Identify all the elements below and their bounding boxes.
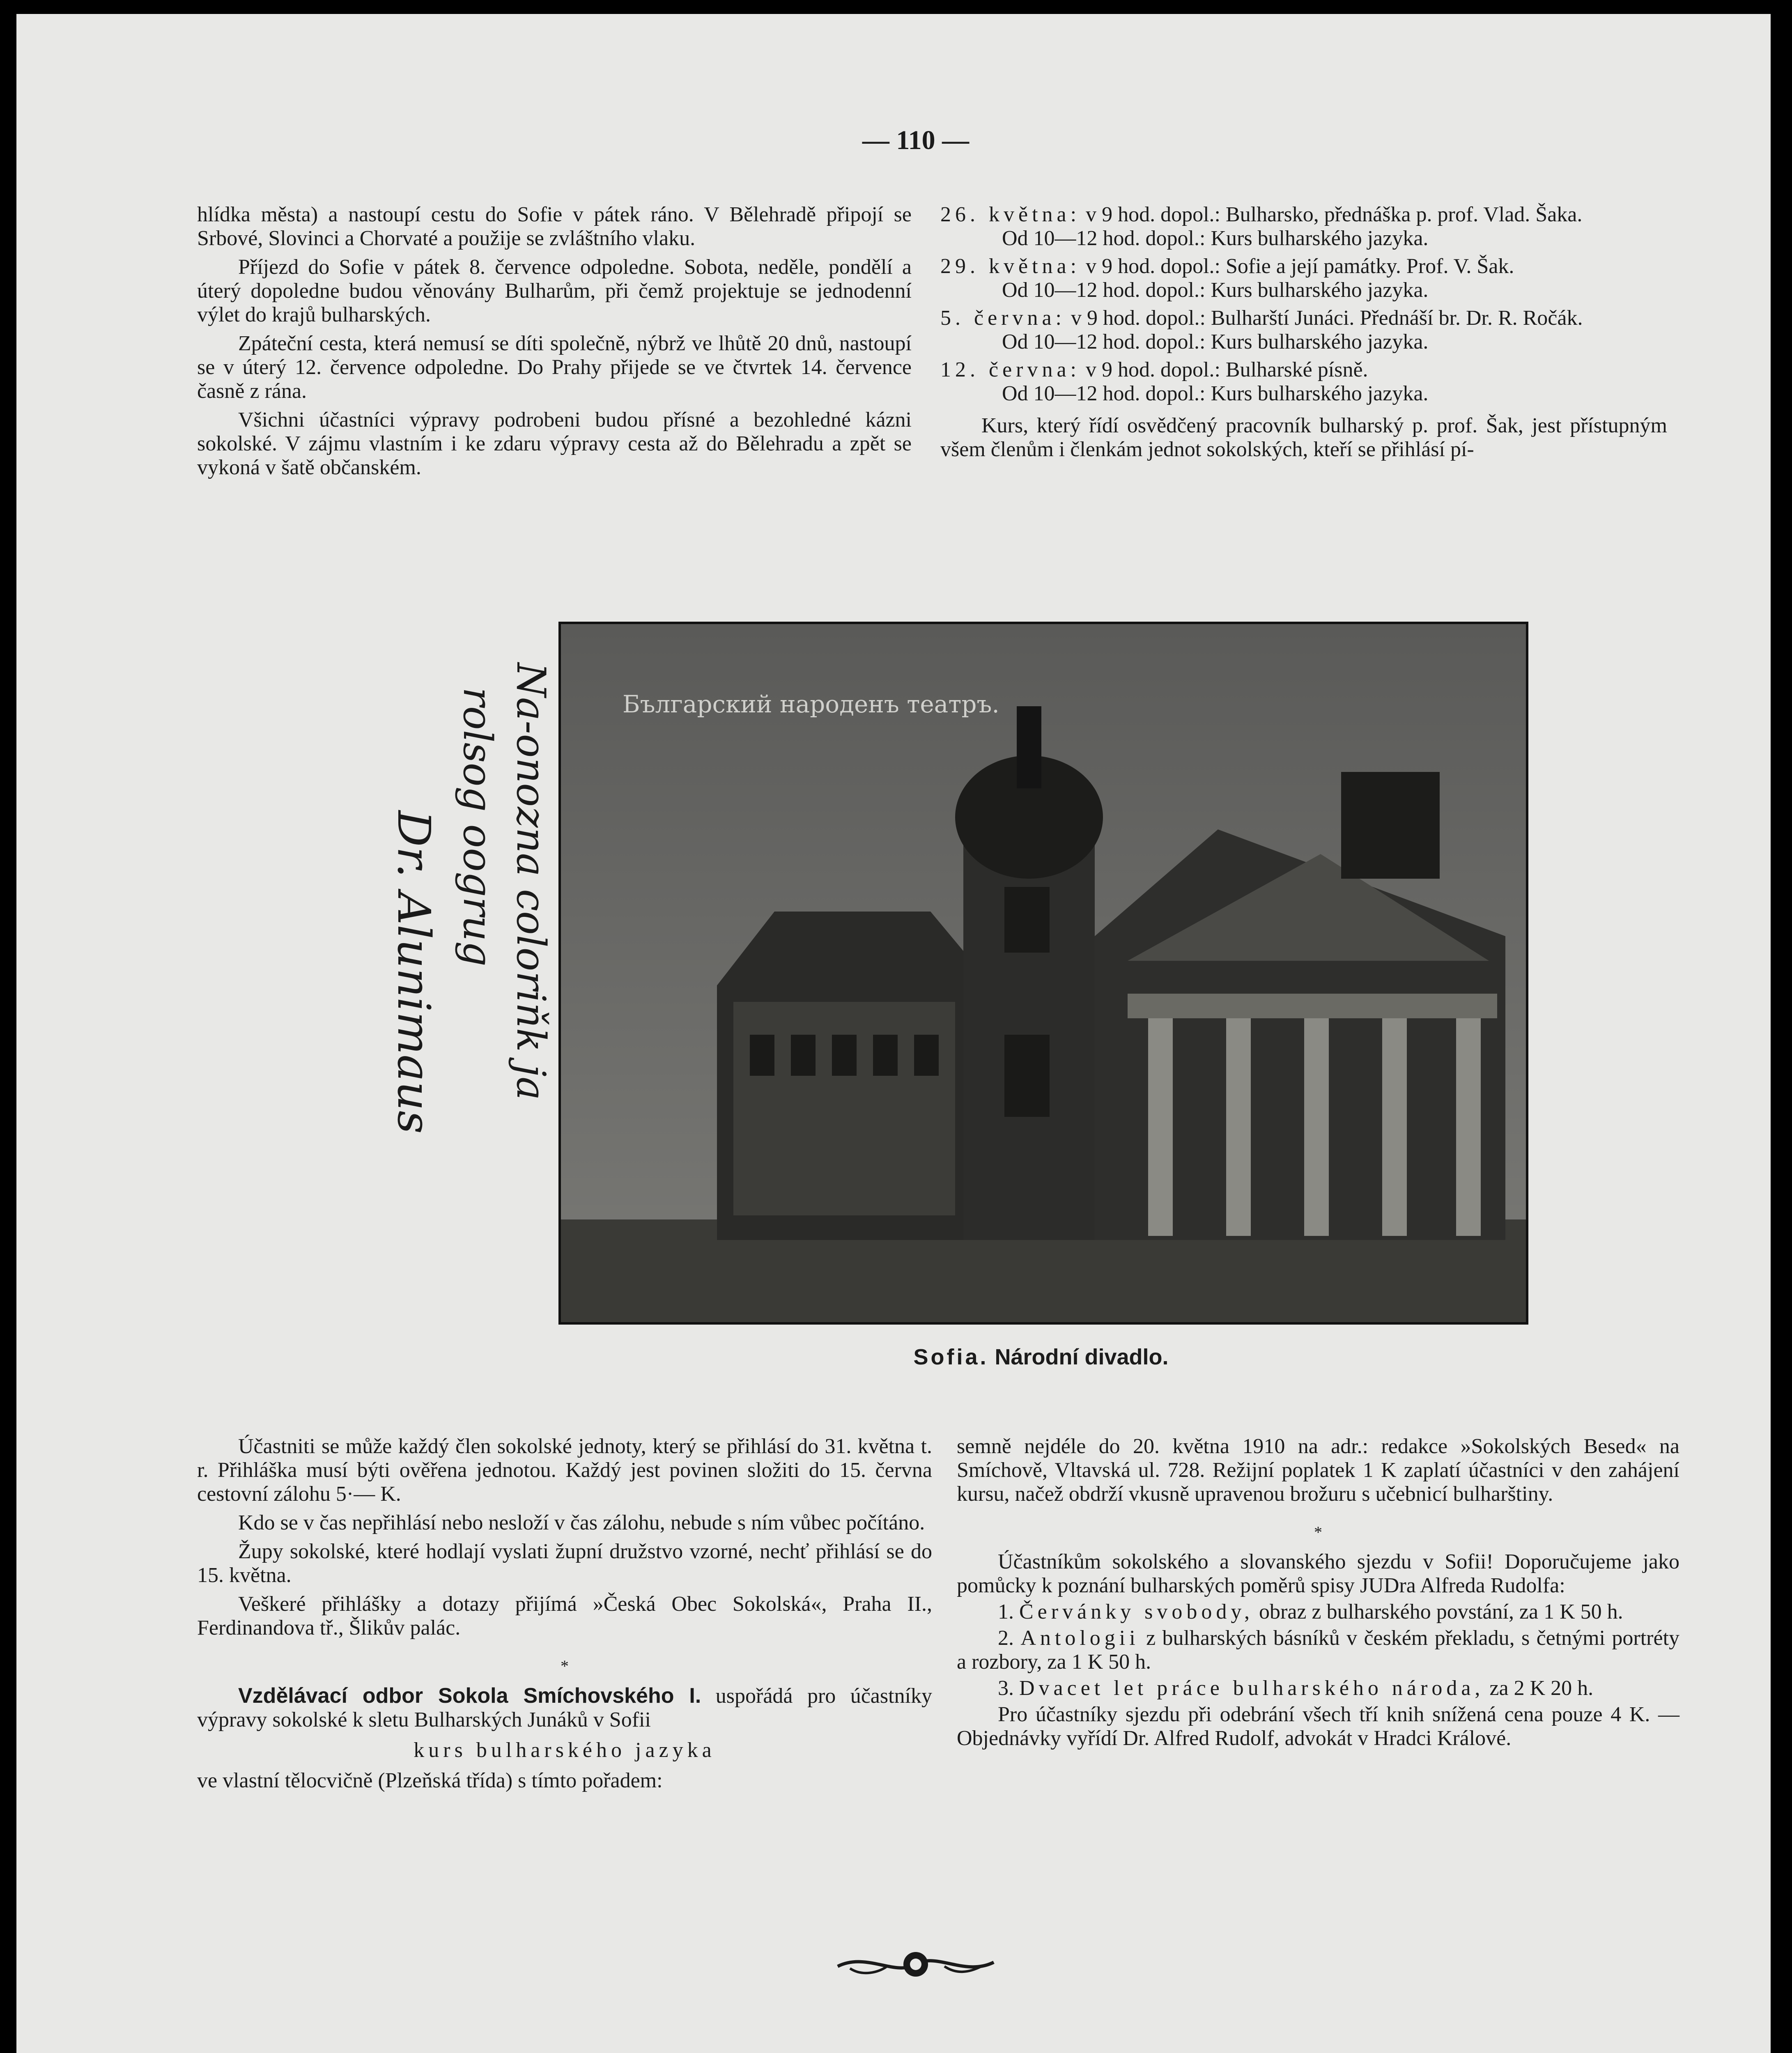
paragraph: Účastníkům sokolského a slovanského sjezdu v Sofii! Doporučujeme jako pomůcky k poznání bulharských poměrů spisy JUDra Alfreda Rudolfa: bbox=[957, 1550, 1679, 1597]
theatre-illustration bbox=[561, 624, 1526, 1322]
organizer-text: uspořádá pro účastníky výpravy sokolské k sletu Bulharských Junáků v Sofii bbox=[197, 1684, 933, 1732]
schedule-line: v 9 hod. dopol.: Bulharsko, přednáška p. prof. Vlad. Šaka. bbox=[1086, 203, 1583, 226]
signature-line: Dr. Alunimaus bbox=[388, 811, 440, 1134]
schedule-line: Od 10—12 hod. dopol.: Kurs bulharského jazyka. bbox=[1002, 227, 1429, 250]
photo-national-theatre bbox=[558, 622, 1528, 1325]
ornament-flourish bbox=[834, 1944, 998, 1985]
paragraph: Všichni účastníci výpravy podrobeni budou přísné a bezohledné kázni sokolské. V zájmu vlastním i ke zdaru výpravy cesta až do Bělehradu a zpět se vykoná v šatě občanském. bbox=[197, 408, 912, 479]
left-bottom-column bbox=[197, 1435, 932, 1793]
schedule-line: Od 10—12 hod. dopol.: Kurs bulharského jazyka. bbox=[1002, 382, 1429, 405]
schedule-entry bbox=[940, 358, 1667, 406]
paragraph: Zpáteční cesta, která nemusí se díti společně, nýbrž ve lhůtě 20 dnů, nastoupí se v úterý 12. července odpoledne. Do Prahy přijede se ve čtvrtek 14. července časně z rána. bbox=[197, 332, 912, 403]
schedule-date: 5. června: bbox=[940, 306, 1066, 330]
book-detail: obraz z bulharského povstání, za 1 K 50 h. bbox=[1259, 1600, 1623, 1624]
book-number: 3. bbox=[998, 1676, 1014, 1700]
schedule-date: 12. června: bbox=[940, 358, 1081, 381]
right-bottom-column bbox=[957, 1435, 1679, 1750]
schedule-line: Od 10—12 hod. dopol.: Kurs bulharského jazyka. bbox=[1002, 330, 1429, 354]
paragraph: Kurs, který řídí osvědčený pracovník bulharský p. prof. Šak, jest přístupným všem členům i členkám jednot sokolských, kteří se přihlásí pí- bbox=[940, 414, 1667, 461]
signature-line: rolsog oogrug bbox=[455, 687, 501, 967]
paragraph bbox=[197, 1684, 932, 1732]
paragraph: Pro účastníky sjezdu při odebrání všech tří knih snížená cena pouze 4 K. — Objednávky vyřídí Dr. Alfred Rudolf, advokát v Hradci Králové. bbox=[957, 1703, 1679, 1750]
schedule-date: 26. května: bbox=[940, 203, 1081, 226]
book-entry bbox=[957, 1676, 1679, 1700]
book-entry bbox=[957, 1600, 1679, 1624]
scanned-page bbox=[16, 14, 1771, 2053]
book-detail: z bulharských básníků v českém překladu, s četnými portréty a rozbory, za 1 K 50 h. bbox=[957, 1626, 1680, 1674]
page-number: — 110 — bbox=[862, 125, 970, 155]
caption-title: Národní divadlo. bbox=[995, 1345, 1169, 1369]
book-number: 1. bbox=[998, 1600, 1014, 1624]
book-entry bbox=[957, 1626, 1679, 1674]
paragraph: Župy sokolské, které hodlají vyslati župní družstvo vzorné, nechť přihlásí se do 15. května. bbox=[197, 1540, 932, 1587]
course-location: ve vlastní tělocvičně (Plzeňská třída) s tímto pořadem: bbox=[197, 1769, 663, 1792]
schedule-line: v 9 hod. dopol.: Bulharští Junáci. Přednáší br. Dr. R. Ročák. bbox=[1071, 306, 1583, 330]
paragraph: Účastniti se může každý člen sokolské jednoty, který se přihlásí do 31. května t. r. Přihláška musí býti ověřena jednotou. Každý jest povinen složiti do 15. června cestovní zálohu 5·— K. bbox=[197, 1435, 932, 1506]
book-title: Antologii bbox=[1020, 1626, 1140, 1650]
schedule-line: v 9 hod. dopol.: Bulharské písně. bbox=[1086, 358, 1368, 381]
signature-line: Na-onozna coloriňk ja bbox=[508, 663, 554, 1100]
photo-caption bbox=[558, 1344, 1523, 1370]
paragraph: Příjezd do Sofie v pátek 8. července odpoledne. Sobota, neděle, pondělí a úterý dopoledne budou věnovány Bulharům, při čemž projektuje se jednodenní výlet do krajů bulharských. bbox=[197, 255, 912, 326]
caption-city: Sofia. bbox=[913, 1345, 989, 1369]
handwritten-signature bbox=[353, 654, 558, 1295]
schedule-entry bbox=[940, 255, 1667, 302]
left-top-column bbox=[197, 203, 912, 480]
right-top-column bbox=[940, 203, 1667, 462]
course-title: kurs bulharského jazyka bbox=[414, 1738, 716, 1762]
paragraph: Veškeré přihlášky a dotazy přijímá »Česká Obec Sokolská«, Praha II., Ferdinandova tř., Šlikův palác. bbox=[197, 1592, 932, 1640]
paragraph: semně nejdéle do 20. května 1910 na adr.: redakce »Sokolských Besed« na Smíchově, Vltavská ul. 728. Režijní poplatek 1 K zaplatí účastníci v den zahájení kursu, načež obdrží vkusně upravenou brožuru s učebnicí bulharštiny. bbox=[957, 1435, 1679, 1506]
photo-inscription: Българский народенъ театръ. bbox=[623, 690, 999, 718]
book-title: Červánky svobody, bbox=[1019, 1600, 1254, 1624]
book-detail: za 2 K 20 h. bbox=[1489, 1676, 1594, 1700]
paragraph: Kdo se v čas nepřihlásí nebo nesloží v čas zálohu, nebude s ním vůbec počítáno. bbox=[238, 1511, 925, 1534]
book-number: 2. bbox=[998, 1626, 1014, 1650]
schedule-line: Od 10—12 hod. dopol.: Kurs bulharského jazyka. bbox=[1002, 278, 1429, 302]
schedule-line: v 9 hod. dopol.: Sofie a její památky. Prof. V. Šak. bbox=[1086, 255, 1514, 278]
book-title: Dvacet let práce bulharského národa, bbox=[1019, 1676, 1484, 1700]
section-divider: * bbox=[1314, 1523, 1322, 1541]
schedule-entry bbox=[940, 203, 1667, 250]
schedule-date: 29. května: bbox=[940, 255, 1081, 278]
paragraph: hlídka města) a nastoupí cestu do Sofie v pátek ráno. V Bělehradě připojí se Srbové, Slovinci a Chorvaté a použije se zvláštního vlaku. bbox=[197, 203, 912, 250]
schedule-entry bbox=[940, 306, 1667, 354]
organizer-name: Vzdělávací odbor Sokola Smíchovského I. bbox=[238, 1684, 701, 1708]
section-divider: * bbox=[561, 1657, 569, 1675]
